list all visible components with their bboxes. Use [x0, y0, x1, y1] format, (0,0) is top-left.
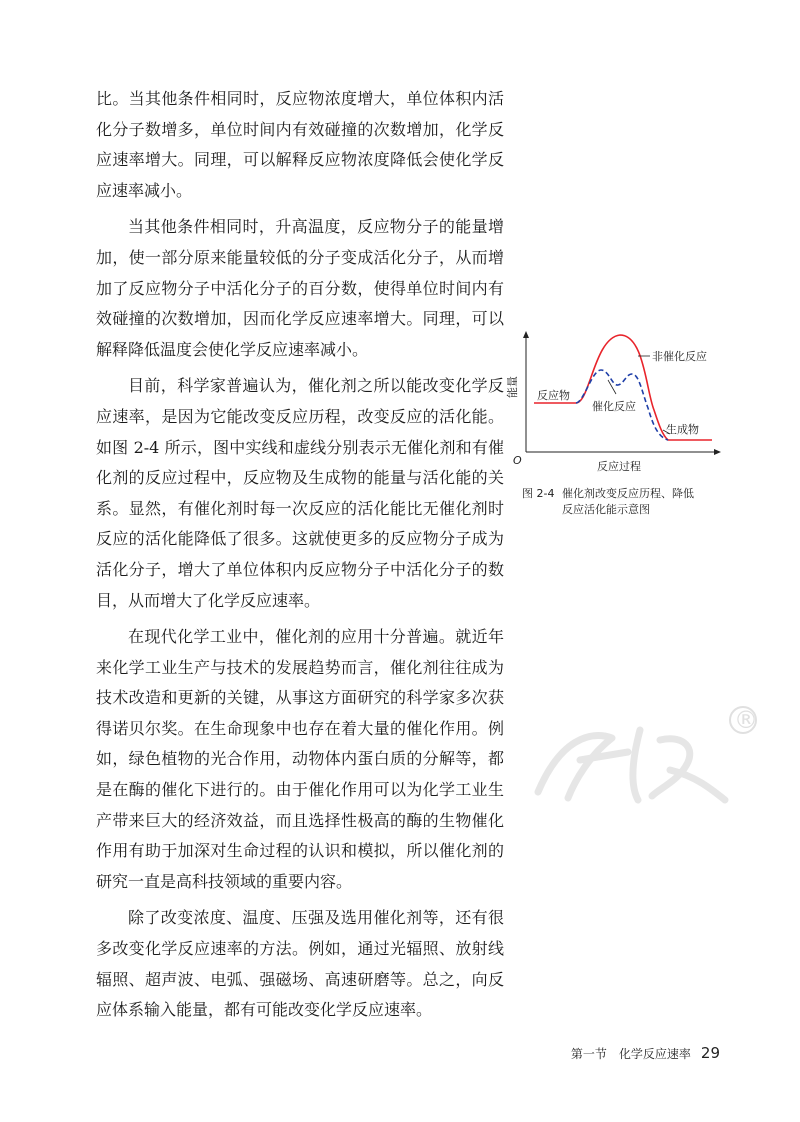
paragraph-1: 比。当其他条件相同时，反应物浓度增大，单位体积内活化分子数增多，单位时间内有效碰撞的次数增加，化学反应速率增大。同理，可以解释反应物浓度降低会使化学反应速率减小。 [96, 89, 504, 200]
reactant-label: 反应物 [537, 389, 570, 402]
section-title: 第一节 化学反应速率 [570, 1046, 691, 1061]
y-axis-label: 能量 [506, 376, 519, 398]
catalyzed-label: 催化反应 [592, 400, 636, 413]
body-text [96, 84, 504, 1032]
origin-label: O [513, 454, 522, 467]
paragraph-2: 当其他条件相同时，升高温度，反应物分子的能量增加，使一部分原来能量较低的分子变成活化分子，从而增加了反应物分子中活化分子的百分数，使得单位时间内有效碰撞的次数增加，因而化学反应速率增大。同理，可以解释降低温度会使化学反应速率减小。 [96, 217, 504, 359]
energy-diagram-svg [506, 330, 732, 480]
watermark-logo [520, 700, 770, 810]
publisher-watermark [520, 700, 770, 810]
caption-number: 图 2-4 [522, 487, 555, 500]
paragraph-3: 目前，科学家普遍认为，催化剂之所以能改变化学反应速率，是因为它能改变反应历程，改变反应的活化能。如图 2-4 所示，图中实线和虚线分别表示无催化剂和有催化剂的反应过程中，反应物及生成物的能量与活化能的关系。显然，有催化剂时每一次反应的活化能比无催化剂时反应的活化能降低了很多。这就使更多的反应物分子成为活化分子，增大了单位体积内反应物分子中活化分子的数目，从而增大了化学反应速率。 [96, 376, 504, 610]
page-number: 29 [700, 1044, 720, 1062]
caption-line-2: 反应活化能示意图 [562, 503, 650, 516]
energy-diagram [506, 330, 732, 480]
uncatalyzed-label: 非催化反应 [652, 350, 707, 363]
product-label: 生成物 [666, 423, 699, 436]
page-footer [560, 1043, 720, 1063]
registered-mark-circle [730, 707, 756, 733]
catalyzed-leader [608, 380, 616, 394]
caption-line-1: 催化剂改变反应历程、降低 [562, 487, 694, 500]
figure-caption [522, 486, 732, 518]
x-axis-label: 反应过程 [597, 460, 641, 473]
paragraph-5: 除了改变浓度、温度、压强及选用催化剂等，还有很多改变化学反应速率的方法。例如，通过光辐照、放射线辐照、超声波、电弧、强磁场、高速研磨等。总之，向反应体系输入能量，都有可能改变化学反应速率。 [96, 908, 504, 1020]
registered-mark: ® [734, 706, 758, 734]
paragraph-4: 在现代化学工业中，催化剂的应用十分普遍。就近年来化学工业生产与技术的发展趋势而言，催化剂往往成为技术改造和更新的关键，从事这方面研究的科学家多次获得诺贝尔奖。在生命现象中也存在着大量的催化作用。例如，绿色植物的光合作用，动物体内蛋白质的分解等，都是在酶的催化下进行的。由于催化作用可以为化学工业生产带来巨大的经济效益，而且选择性极高的酶的生物催化作用有助于加深对生命过程的认识和模拟，所以催化剂的研究一直是高科技领域的重要内容。 [96, 627, 504, 891]
